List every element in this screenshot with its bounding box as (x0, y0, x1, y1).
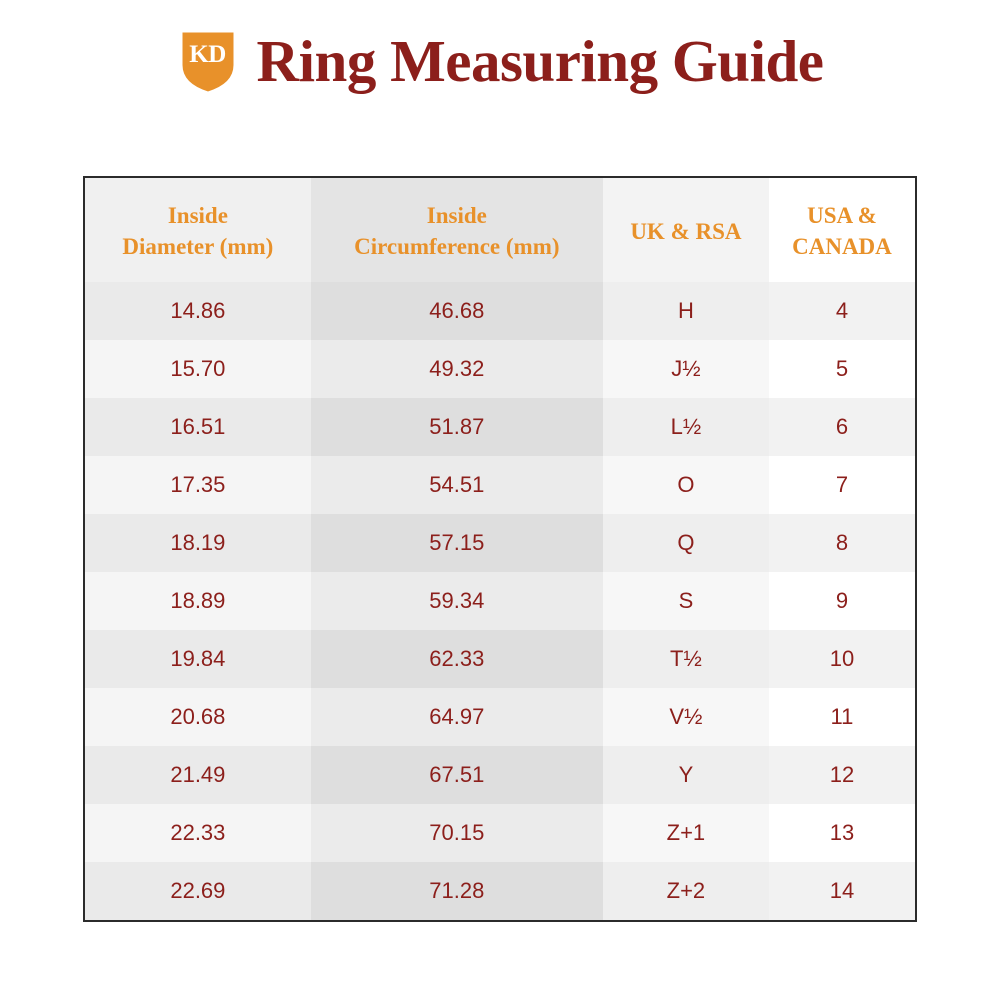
column-header-line-1: USA & (807, 203, 877, 228)
cell-uk-rsa: V½ (603, 688, 769, 746)
cell-usa-canada: 8 (769, 514, 915, 572)
cell-usa-canada: 6 (769, 398, 915, 456)
page-header (0, 0, 1000, 92)
table-row (85, 862, 915, 920)
cell-inside-diameter: 17.35 (85, 456, 311, 514)
logo-text: KD (189, 41, 226, 68)
ring-size-table-container (83, 176, 917, 922)
cell-inside-diameter: 22.33 (85, 804, 311, 862)
cell-uk-rsa: H (603, 282, 769, 340)
table-row (85, 456, 915, 514)
cell-inside-circumference: 54.51 (311, 456, 603, 514)
cell-inside-diameter: 18.19 (85, 514, 311, 572)
cell-inside-diameter: 20.68 (85, 688, 311, 746)
cell-uk-rsa: J½ (603, 340, 769, 398)
page-title: Ring Measuring Guide (256, 27, 824, 94)
cell-inside-diameter: 18.89 (85, 572, 311, 630)
cell-uk-rsa: L½ (603, 398, 769, 456)
cell-uk-rsa: T½ (603, 630, 769, 688)
cell-usa-canada: 9 (769, 572, 915, 630)
column-header-inside-diameter (85, 178, 311, 282)
column-header-line-2: Diameter (mm) (122, 234, 274, 260)
cell-usa-canada: 10 (769, 630, 915, 688)
cell-inside-circumference: 46.68 (311, 282, 603, 340)
column-header-uk-rsa (603, 178, 769, 282)
cell-usa-canada: 5 (769, 340, 915, 398)
cell-usa-canada: 12 (769, 746, 915, 804)
cell-inside-circumference: 70.15 (311, 804, 603, 862)
column-header-line-1: UK & RSA (630, 218, 742, 244)
cell-inside-diameter: 22.69 (85, 862, 311, 920)
table-row (85, 340, 915, 398)
cell-usa-canada: 4 (769, 282, 915, 340)
table-header-row (85, 178, 915, 282)
cell-inside-circumference: 59.34 (311, 572, 603, 630)
column-header-line-2: Circumference (mm) (354, 234, 560, 260)
cell-uk-rsa: Z+2 (603, 862, 769, 920)
cell-inside-circumference: 67.51 (311, 746, 603, 804)
cell-inside-diameter: 21.49 (85, 746, 311, 804)
cell-usa-canada: 13 (769, 804, 915, 862)
column-header-usa-canada (769, 178, 915, 282)
cell-inside-diameter: 15.70 (85, 340, 311, 398)
cell-inside-circumference: 71.28 (311, 862, 603, 920)
cell-inside-circumference: 62.33 (311, 630, 603, 688)
table-body (85, 282, 915, 920)
cell-uk-rsa: O (603, 456, 769, 514)
table-row (85, 746, 915, 804)
cell-uk-rsa: Z+1 (603, 804, 769, 862)
table-row (85, 688, 915, 746)
table-row (85, 514, 915, 572)
table-row (85, 804, 915, 862)
cell-inside-circumference: 49.32 (311, 340, 603, 398)
cell-inside-circumference: 64.97 (311, 688, 603, 746)
ring-size-table (85, 178, 915, 920)
cell-inside-diameter: 19.84 (85, 630, 311, 688)
kd-logo (177, 27, 239, 95)
cell-inside-diameter: 14.86 (85, 282, 311, 340)
table-row (85, 630, 915, 688)
column-header-line-1: Inside (167, 203, 228, 228)
column-header-inside-circumference (311, 178, 603, 282)
column-header-line-1: Inside (426, 203, 487, 228)
column-header-line-2: CANADA (792, 234, 892, 260)
cell-usa-canada: 11 (769, 688, 915, 746)
cell-usa-canada: 14 (769, 862, 915, 920)
table-row (85, 282, 915, 340)
cell-uk-rsa: Q (603, 514, 769, 572)
cell-inside-circumference: 51.87 (311, 398, 603, 456)
table-row (85, 572, 915, 630)
cell-inside-diameter: 16.51 (85, 398, 311, 456)
table-row (85, 398, 915, 456)
cell-usa-canada: 7 (769, 456, 915, 514)
cell-uk-rsa: Y (603, 746, 769, 804)
cell-inside-circumference: 57.15 (311, 514, 603, 572)
cell-uk-rsa: S (603, 572, 769, 630)
